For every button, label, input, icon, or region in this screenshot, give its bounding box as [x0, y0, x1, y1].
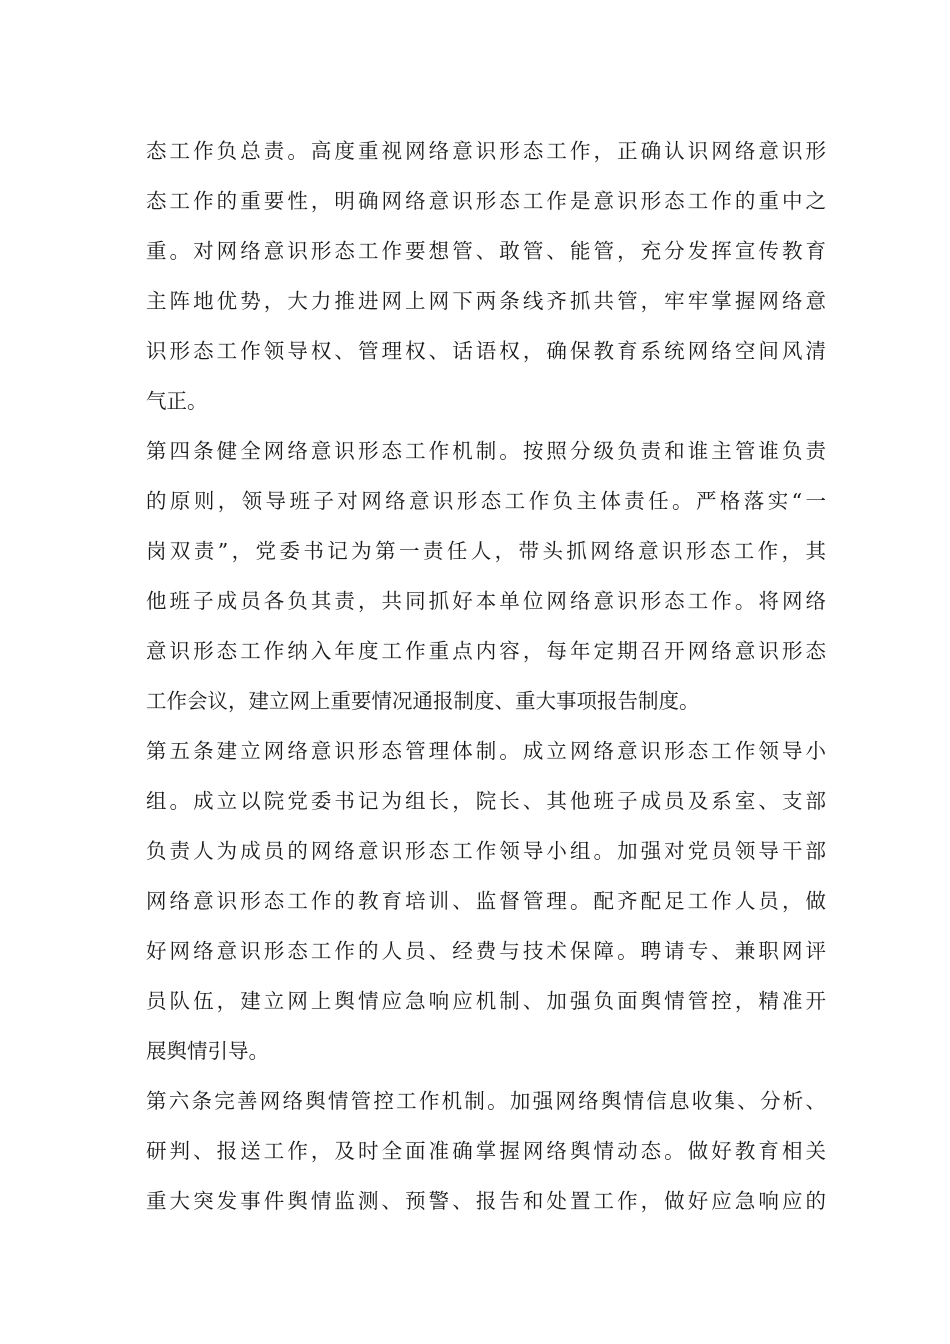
text-line: 的原则，领导班子对网络意识形态工作负主体责任。严格落实“一: [146, 489, 826, 513]
text-line: 他班子成员各负其责，共同抓好本单位网络意识形态工作。将网络: [146, 589, 826, 613]
text-line: 工作会议，建立网上重要情况通报制度、重大事项报告制度。: [146, 689, 700, 713]
text-line: 员队伍，建立网上舆情应急响应机制、加强负面舆情管控，精准开: [146, 989, 826, 1013]
text-line: 组。成立以院党委书记为组长，院长、其他班子成员及系室、支部: [146, 789, 826, 813]
text-line: 网络意识形态工作的教育培训、监督管理。配齐配足工作人员，做: [146, 889, 826, 913]
text-line: 重大突发事件舆情监测、预警、报告和处置工作，做好应急响应的: [146, 1189, 826, 1213]
text-line: 展舆情引导。: [146, 1039, 269, 1063]
text-line: 研判、报送工作，及时全面准确掌握网络舆情动态。做好教育相关: [146, 1139, 826, 1163]
text-line: 第四条健全网络意识形态工作机制。按照分级负责和谁主管谁负责: [146, 439, 826, 463]
text-line: 气正。: [146, 389, 208, 413]
text-line: 第六条完善网络舆情管控工作机制。加强网络舆情信息收集、分析、: [146, 1089, 826, 1113]
text-line: 态工作负总责。高度重视网络意识形态工作，正确认识网络意识形: [146, 139, 826, 163]
text-line: 岗双责”，党委书记为第一责任人，带头抓网络意识形态工作，其: [146, 539, 826, 563]
text-line: 态工作的重要性，明确网络意识形态工作是意识形态工作的重中之: [146, 189, 826, 213]
text-line: 重。对网络意识形态工作要想管、敢管、能管，充分发挥宣传教育: [146, 239, 826, 263]
text-line: 第五条建立网络意识形态管理体制。成立网络意识形态工作领导小: [146, 739, 826, 763]
text-line: 负责人为成员的网络意识形态工作领导小组。加强对党员领导干部: [146, 839, 826, 863]
text-line: 意识形态工作纳入年度工作重点内容，每年定期召开网络意识形态: [146, 639, 826, 663]
text-line: 主阵地优势，大力推进网上网下两条线齐抓共管，牢牢掌握网络意: [146, 289, 826, 313]
text-line: 好网络意识形态工作的人员、经费与技术保障。聘请专、兼职网评: [146, 939, 826, 963]
text-line: 识形态工作领导权、管理权、话语权，确保教育系统网络空间风清: [146, 339, 826, 363]
